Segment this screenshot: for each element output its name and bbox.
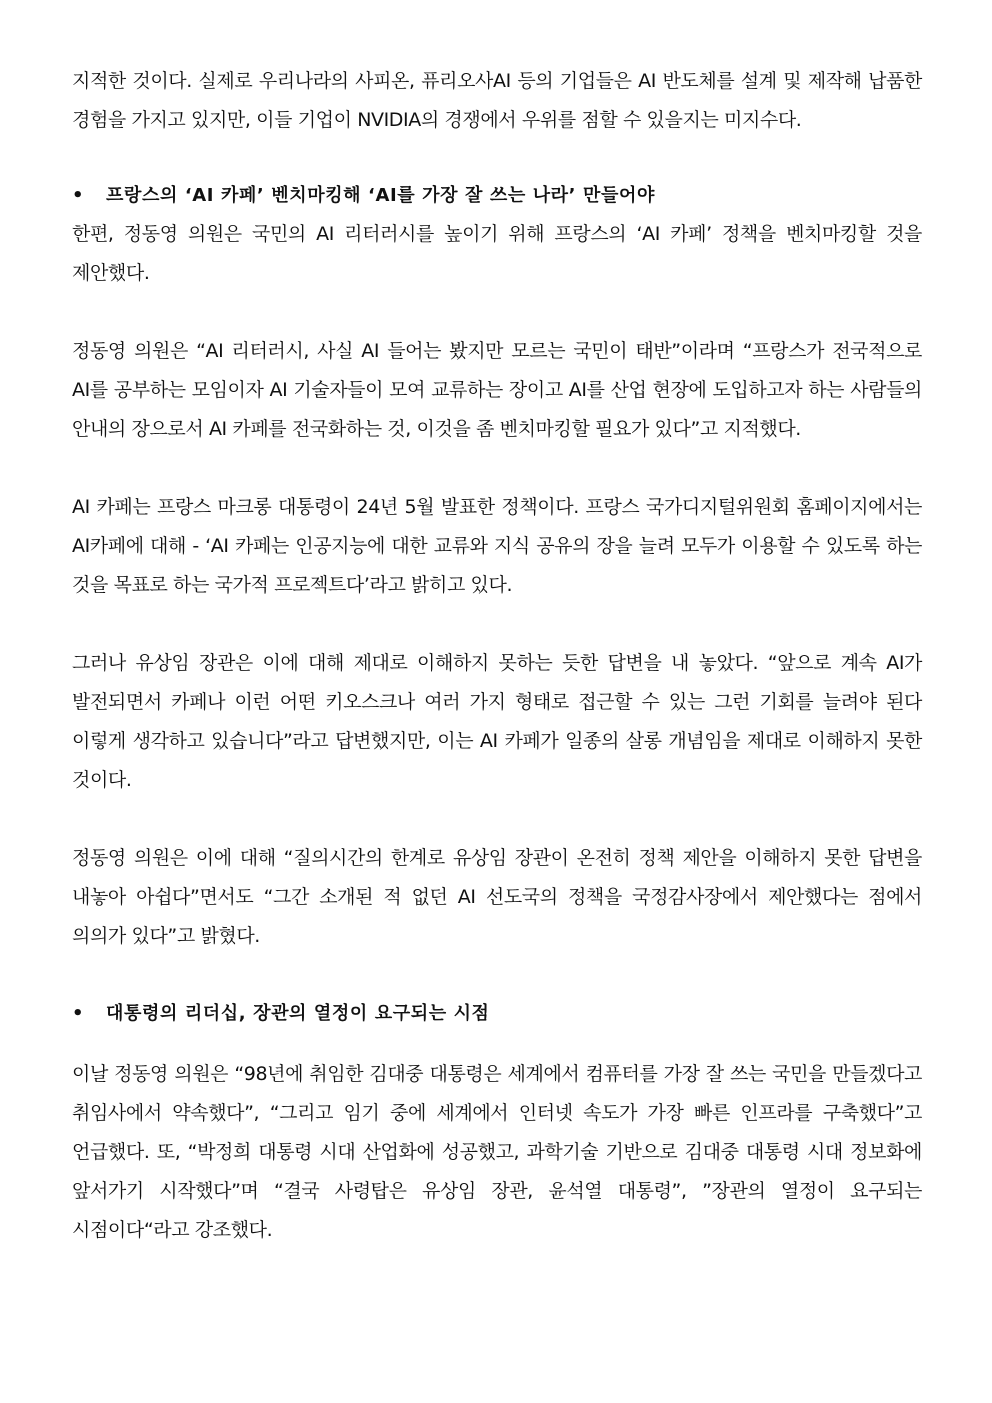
- heading-text: 대통령의 리더십, 장관의 열정이 요구되는 시점: [106, 1003, 490, 1024]
- bullet-icon: •: [72, 185, 85, 206]
- section-heading-leadership: [72, 995, 922, 1033]
- paragraph-2: 한편, 정동영 의원은 국민의 AI 리터러시를 높이기 위해 프랑스의 ‘AI 카페’ 정책을 벤치마킹할 것을 제안했다.: [72, 223, 922, 284]
- paragraph-gap: [72, 800, 922, 839]
- paragraph-gap: [72, 1033, 922, 1055]
- paragraph-gap: [72, 449, 922, 488]
- paragraph-5: 그러나 유상임 장관은 이에 대해 제대로 이해하지 못하는 듯한 답변을 내 놓았다. “앞으로 계속 AI가 발전되면서 카페나 이런 어떤 키오스크나 여러 가지 형태로 접근할 수 있는 그런 기회를 늘려야 된다 이렇게 생각하고 있습니다”라고 답변했지만, 이는 AI 카페가 일종의 살롱 개념임을 제대로 이해하지 못한 것이다.: [72, 652, 922, 791]
- paragraph-gap: [72, 293, 922, 332]
- paragraph-gap: [72, 956, 922, 995]
- paragraph-4: AI 카페는 프랑스 마크롱 대통령이 24년 5월 발표한 정책이다. 프랑스 국가디지털위원회 홈페이지에서는 AI카페에 대해 - ‘AI 카페는 인공지능에 대한 교류와 지식 공유의 장을 늘려 모두가 이용할 수 있도록 하는 것을 목표로 하는 국가적 프로젝트다’라고 밝히고 있다.: [72, 496, 922, 596]
- section-heading-ai-cafe: [72, 177, 922, 215]
- document-body: [72, 62, 922, 1250]
- paragraph-gap: [72, 605, 922, 644]
- paragraph-6: 정동영 의원은 이에 대해 “질의시간의 한계로 유상임 장관이 온전히 정책 제안을 이해하지 못한 답변을 내놓아 아쉽다”면서도 “그간 소개된 적 없던 AI 선도국의 정책을 국정감사장에서 제안했다는 점에서 의의가 있다”고 밝혔다.: [72, 847, 922, 947]
- heading-text: 프랑스의 ‘AI 카페’ 벤치마킹해 ‘AI를 가장 잘 쓰는 나라’ 만들어야: [106, 185, 655, 206]
- paragraph-gap: [72, 140, 922, 179]
- bullet-icon: •: [72, 1003, 85, 1024]
- paragraph-1: 지적한 것이다. 실제로 우리나라의 사피온, 퓨리오사AI 등의 기업들은 AI 반도체를 설계 및 제작해 납품한 경험을 가지고 있지만, 이들 기업이 NVIDIA의 경쟁에서 우위를 점할 수 있을지는 미지수다.: [72, 70, 922, 131]
- paragraph-7: 이날 정동영 의원은 “98년에 취임한 김대중 대통령은 세계에서 컴퓨터를 가장 잘 쓰는 국민을 만들겠다고 취임사에서 약속했다”, “그리고 임기 중에 세계에서 인터넷 속도가 가장 빠른 인프라를 구축했다”고 언급했다. 또, “박정희 대통령 시대 산업화에 성공했고, 과학기술 기반으로 김대중 대통령 시대 정보화에 앞서가기 시작했다”며 “결국 사령탑은 유상임 장관, 윤석열 대통령”, ”장관의 열정이 요구되는 시점이다“라고 강조했다.: [72, 1063, 922, 1241]
- paragraph-3: 정동영 의원은 “AI 리터러시, 사실 AI 들어는 봤지만 모르는 국민이 태반”이라며 “프랑스가 전국적으로 AI를 공부하는 모임이자 AI 기술자들이 모여 교류하는 장이고 AI를 산업 현장에 도입하고자 하는 사람들의 안내의 장으로서 AI 카페를 전국화하는 것, 이것을 좀 벤치마킹할 필요가 있다”고 지적했다.: [72, 340, 922, 440]
